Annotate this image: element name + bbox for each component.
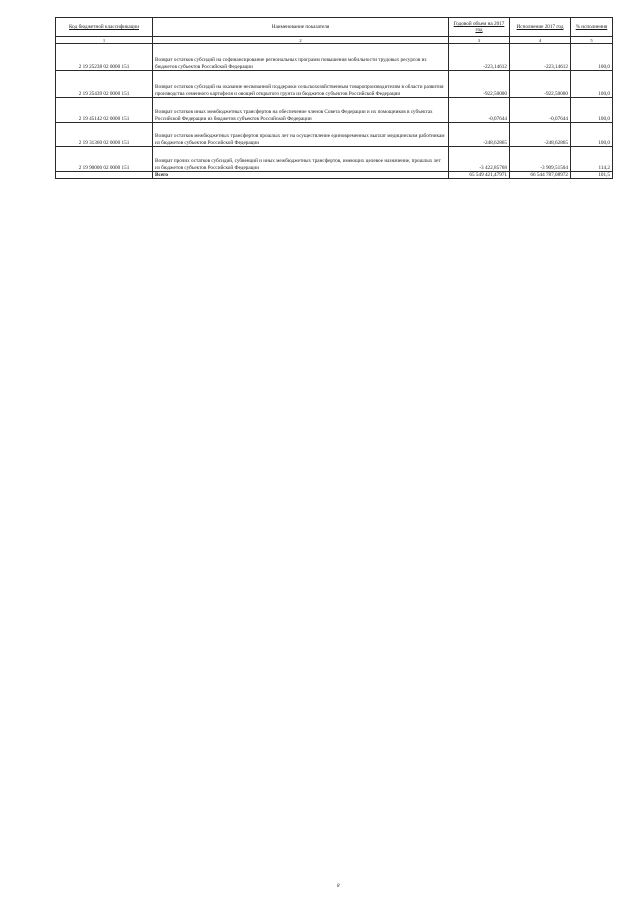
row-name: Возврат остатков межбюджетных трансфертов прошлых лет на осуществление единовременных выплат медицинским работникам из бюджетов субъектов Российской Федерации [153,123,449,147]
header-planned: Годовой объем на 2017 год [449,18,510,37]
header-executed: Исполнение 2017 год [510,18,571,37]
table-row [56,44,613,71]
row-planned: -922,50000 [449,71,510,98]
column-number-row [56,37,613,44]
budget-execution-table [55,17,613,179]
row-name: Возврат остатков субсидий на оказание несвязанной поддержки сельскохозяйственным товаропроизводителям в области развития производства семенного картофеля и овощей открытого грунта из бюджетов субъектов Российской Федерации [153,71,449,98]
page-number: 8 [337,884,340,889]
row-planned: -0,07644 [449,98,510,123]
row-code: 2 19 25439 02 0000 151 [56,71,153,98]
row-planned: -3 422,85768 [449,147,510,172]
total-executed: 66 544 787,08972 [510,172,571,179]
row-executed: -3 909,51504 [510,147,571,172]
row-code: 2 19 25238 02 0000 151 [56,44,153,71]
column-number: 1 [56,37,153,44]
row-percent: 100,0 [571,123,613,147]
table-row [56,98,613,123]
row-name: Возврат остатков иных межбюджетных трансфертов на обеспечение членов Совета Федерации и их помощников в субъектах Российской Федерации из бюджетов субъектов Российской Федерации [153,98,449,123]
row-executed: -223,14612 [510,44,571,71]
row-name: Возврат остатков субсидий на софинансирование региональных программ повышения мобильности трудовых ресурсов из бюджетов субъектов Российской Федерации [153,44,449,71]
total-percent: 101,5 [571,172,613,179]
row-percent: 100,0 [571,98,613,123]
row-percent: 114,2 [571,147,613,172]
row-code: 2 19 31360 02 0000 151 [56,123,153,147]
column-number: 3 [449,37,510,44]
header-percent: % исполнения [571,18,613,37]
column-number: 4 [510,37,571,44]
total-label: Всего [153,172,449,179]
row-executed: -0,07644 [510,98,571,123]
row-percent: 100,0 [571,44,613,71]
column-number: 5 [571,37,613,44]
row-code: 2 19 90000 02 0000 151 [56,147,153,172]
column-number: 2 [153,37,449,44]
header-name: Наименование показателя [153,18,449,37]
total-planned: 65 549 421,47971 [449,172,510,179]
row-name: Возврат прочих остатков субсидий, субвенций и иных межбюджетных трансфертов, имеющих целевое назначение, прошлых лет из бюджетов субъектов Российской Федерации [153,147,449,172]
table-header-row [56,18,613,37]
total-code-empty [56,172,153,179]
row-executed: -922,50000 [510,71,571,98]
row-code: 2 19 45142 02 0000 151 [56,98,153,123]
total-row [56,172,613,179]
table-row [56,147,613,172]
table-row [56,71,613,98]
row-planned: -223,14612 [449,44,510,71]
header-code: Код бюджетной классификации [56,18,153,37]
row-percent: 100,0 [571,71,613,98]
row-executed: -248,62865 [510,123,571,147]
table-row [56,123,613,147]
row-planned: -248,62865 [449,123,510,147]
